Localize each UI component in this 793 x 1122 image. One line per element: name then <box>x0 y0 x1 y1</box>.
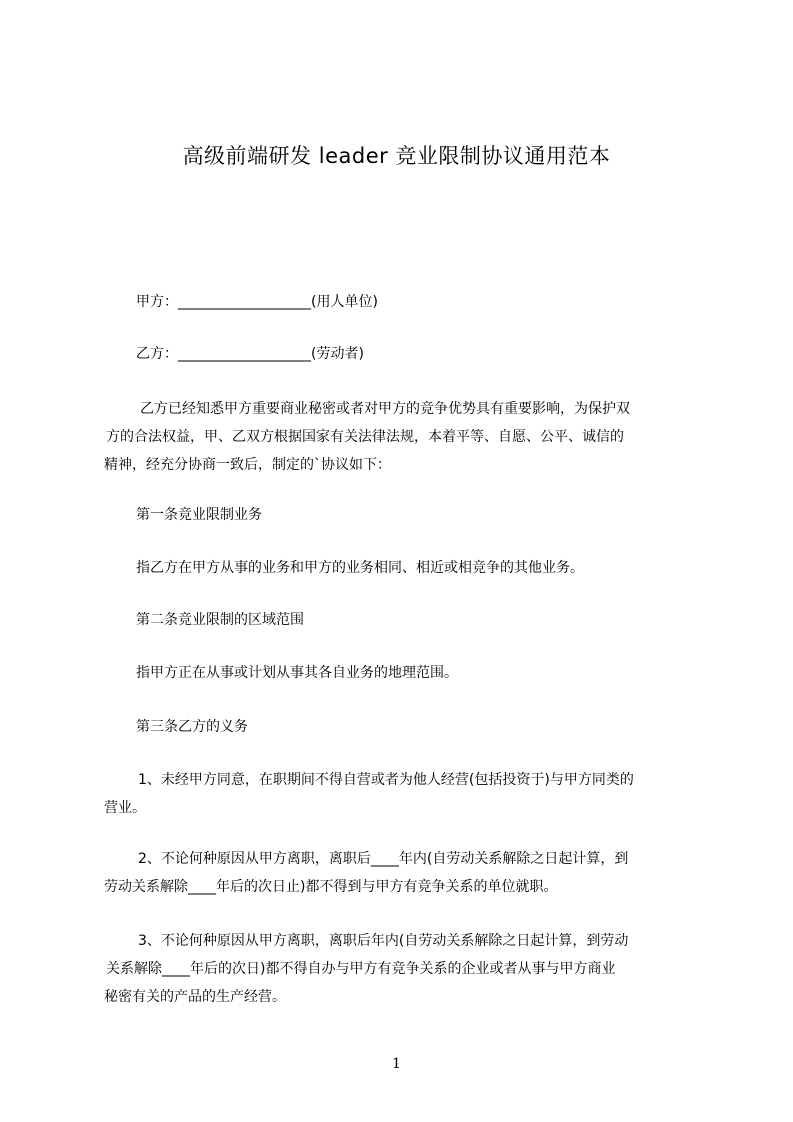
clause-3-line-1: 3、不论何种原因从甲方离职，离职后年内(自劳动关系解除之日起计算，到劳动 <box>138 933 629 949</box>
preamble-line-3: 精神，经充分协商一致后，制定的`协议如下： <box>104 457 391 473</box>
article-2-heading: 第二条竞业限制的区域范围 <box>136 612 304 628</box>
clause-2-line-2: 劳动关系解除____年后的次日止)都不得到与甲方有竞争关系的单位就职。 <box>104 879 558 895</box>
page-number: 1 <box>392 1056 401 1072</box>
clause-1-line-2: 营业。 <box>104 800 146 816</box>
preamble-line-1: 乙方已经知悉甲方重要商业秘密或者对甲方的竞争优势具有重要影响，为保护双 <box>140 401 630 417</box>
article-1-body: 指乙方在甲方从事的业务和甲方的业务相同、相近或相竞争的其他业务。 <box>136 560 584 576</box>
clause-2-line-1: 2、不论何种原因从甲方离职，离职后____年内(自劳动关系解除之日起计算，到 <box>138 851 629 867</box>
party-a-line: 甲方：___________________(用人单位) <box>136 294 378 310</box>
clause-1-line-1: 1、未经甲方同意，在职期间不得自营或者为他人经营(包括投资于)与甲方同类的 <box>138 772 634 788</box>
article-3-heading: 第三条乙方的义务 <box>136 719 248 735</box>
preamble-line-2: 方的合法权益，甲、乙双方根据国家有关法律法规，本着平等、自愿、公平、诚信的 <box>106 429 624 445</box>
clause-3-line-2: 关系解除____年后的次日)都不得自办与甲方有竞争关系的企业或者从事与甲方商业 <box>106 961 616 977</box>
article-1-heading: 第一条竞业限制业务 <box>136 507 262 523</box>
clause-3-line-3: 秘密有关的产品的生产经营。 <box>104 989 286 1005</box>
article-2-body: 指甲方正在从事或计划从事其各自业务的地理范围。 <box>136 665 458 681</box>
document-title: 高级前端研发 leader 竞业限制协议通用范本 <box>182 144 611 168</box>
party-b-line: 乙方：___________________(劳动者) <box>136 346 364 362</box>
